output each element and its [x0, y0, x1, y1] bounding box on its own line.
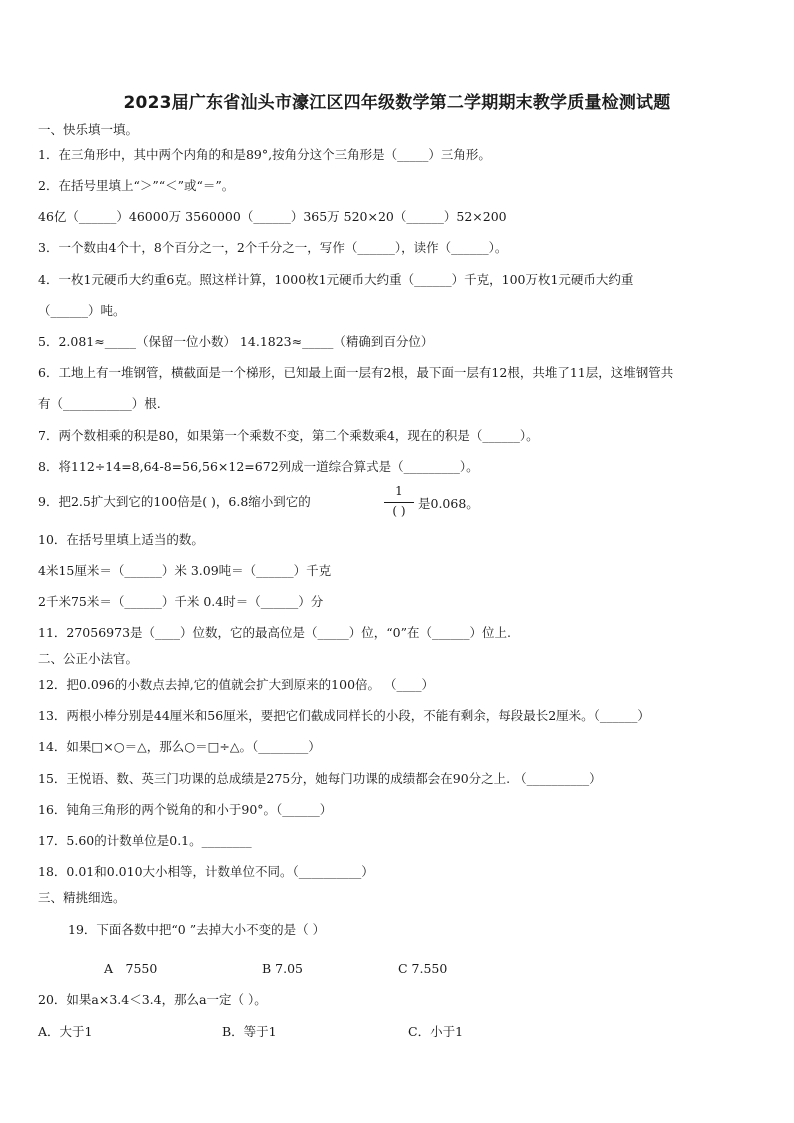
question-3: 3．一个数由4个十，8个百分之一，2个千分之一，写作（______），读作（______）。	[38, 240, 508, 255]
question-9-end: 是0.068。	[418, 496, 479, 511]
question-6-line-1: 6．工地上有一堆钢管，横截面是一个梯形，已知最上面一层有2根，最下面一层有12根，共堆了11层，这堆钢管共	[38, 365, 674, 380]
question-20-option-c: C．小于1	[408, 1024, 464, 1039]
question-19-option-a: A 7550	[104, 961, 158, 976]
page-title: 2023届广东省汕头市濠江区四年级数学第二学期期末教学质量检测试题	[123, 93, 671, 113]
question-10-row-2: 2千米75米＝（______）千米 0.4时＝（______）分	[38, 594, 324, 609]
question-15: 15．王悦语、数、英三门功课的总成绩是275分，她每门功课的成绩都会在90分之上. （__________）	[38, 771, 602, 786]
question-13: 13．两根小棒分别是44厘米和56厘米，要把它们截成同样长的小段，不能有剩余，每段最长2厘米。（______）	[38, 708, 650, 723]
question-4-line-2: （______）吨。	[38, 303, 126, 318]
question-2-items: 46亿（______）46000万 3560000（______）365万 520×20（______）52×200	[38, 209, 507, 224]
question-8: 8．将112÷14=8,64-8=56,56×12=672列成一道综合算式是（_________）。	[38, 459, 479, 474]
question-17: 17．5.60的计数单位是0.1。________	[38, 833, 252, 848]
question-9-fraction	[382, 484, 416, 524]
question-10-row-1: 4米15厘米＝（______）米 3.09吨＝（______）千克	[38, 563, 332, 578]
question-19-option-b: B 7.05	[262, 961, 303, 976]
question-19: 19．下面各数中把“0 ”去掉大小不变的是（ ）	[68, 922, 326, 937]
section-heading-1: 一、快乐填一填。	[38, 122, 139, 137]
question-18: 18．0.01和0.010大小相等，计数单位不同。（__________）	[38, 864, 374, 879]
question-5: 5．2.081≈_____（保留一位小数） 14.1823≈_____（精确到百分位）	[38, 334, 434, 349]
section-heading-2: 二、公正小法官。	[38, 651, 139, 666]
question-9: 9．把2.5扩大到它的100倍是( )，6.8缩小到它的	[38, 494, 311, 509]
section-heading-3: 三、精挑细选。	[38, 890, 126, 905]
question-1: 1．在三角形中，其中两个内角的和是89°,按角分这个三角形是（_____）三角形。	[38, 147, 491, 162]
question-19-option-c: C 7.550	[398, 961, 448, 976]
question-12: 12．把0.096的小数点去掉,它的值就会扩大到原来的100倍。 （____）	[38, 677, 434, 692]
question-20-option-a: A．大于1	[38, 1024, 93, 1039]
question-7: 7．两个数相乘的积是80，如果第一个乘数不变，第二个乘数乘4，现在的积是（______）。	[38, 428, 539, 443]
question-11: 11．27056973是（____）位数，它的最高位是（_____）位，“0”在（______）位上.	[38, 625, 511, 640]
question-4-line-1: 4．一枚1元硬币大约重6克。照这样计算，1000枚1元硬币大约重（______）千克，100万枚1元硬币大约重	[38, 272, 634, 287]
fraction-bar	[384, 502, 414, 503]
question-16: 16．钝角三角形的两个锐角的和小于90°。（______）	[38, 802, 333, 817]
question-10: 10．在括号里填上适当的数。	[38, 532, 204, 547]
fraction-denominator: ( )	[392, 504, 406, 518]
question-2: 2．在括号里填上“＞”“＜”或“＝”。	[38, 178, 235, 193]
question-6-line-2: 有（___________）根.	[38, 396, 161, 411]
fraction-numerator: 1	[395, 484, 403, 498]
question-20: 20．如果a×3.4＜3.4，那么a一定（ ）。	[38, 992, 267, 1007]
question-20-option-b: B．等于1	[222, 1024, 277, 1039]
question-14: 14．如果□×○＝△，那么○＝□÷△。（________）	[38, 739, 321, 754]
